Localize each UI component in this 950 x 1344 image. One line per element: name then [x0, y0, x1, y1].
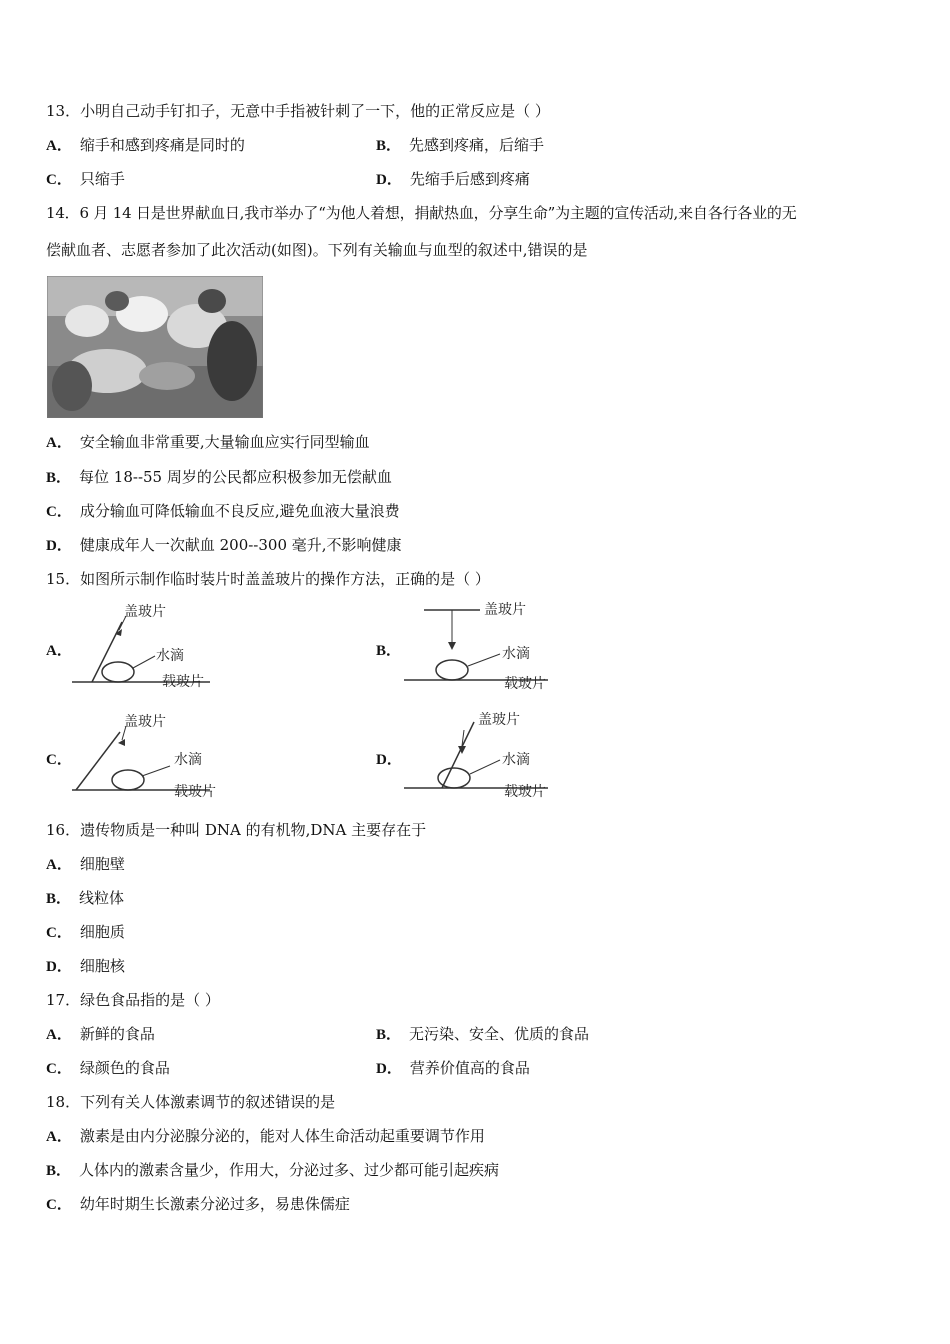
q16-option-d: D． 细胞核 [46, 957, 125, 975]
figure-option-c [70, 710, 270, 810]
q14-stem-line2: 偿献血者、志愿者参加了此次活动(如图)。下列有关输血与血型的叙述中,错误的是 [46, 241, 588, 259]
q14-option-c: C． 成分输血可降低输血不良反应,避免血液大量浪费 [46, 502, 400, 520]
q14-option-a: A． 安全输血非常重要,大量输血应实行同型输血 [46, 433, 370, 451]
svg-text:盖玻片: 盖玻片 [478, 712, 520, 728]
q17-option-d: D． 营养价值高的食品 [376, 1059, 530, 1077]
q13-stem: 13．小明自己动手钉扣子，无意中手指被针刺了一下，他的正常反应是（ ） [46, 102, 550, 120]
q17-option-c: C． 绿颜色的食品 [46, 1059, 170, 1077]
q18-option-b: B． 人体内的激素含量少，作用大，分泌过多、过少都可能引起疾病 [46, 1161, 500, 1179]
q16-option-c: C． 细胞质 [46, 923, 125, 941]
q15-option-d-label: D． [376, 752, 402, 768]
svg-text:载玻片: 载玻片 [504, 784, 546, 800]
svg-text:载玻片: 载玻片 [162, 674, 204, 690]
q18-option-a: A． 激素是由内分泌腺分泌的，能对人体生命活动起重要调节作用 [46, 1127, 485, 1145]
q16-option-a: A． 细胞壁 [46, 855, 125, 873]
q18-stem: 18．下列有关人体激素调节的叙述错误的是 [46, 1093, 336, 1111]
q14-option-b: B． 每位 18--55 周岁的公民都应积极参加无偿献血 [46, 468, 392, 486]
q17-stem: 17．绿色食品指的是（ ） [46, 991, 220, 1009]
svg-text:盖玻片: 盖玻片 [124, 714, 166, 730]
q15-option-a-label: A． [46, 643, 72, 659]
q13-option-d: D． 先缩手后感到疼痛 [376, 170, 530, 188]
q15-option-c-label: C． [46, 752, 72, 768]
figure-option-a [70, 600, 270, 700]
q16-option-b: B． 线粒体 [46, 889, 125, 907]
svg-text:载玻片: 载玻片 [174, 784, 216, 800]
figure-option-d [402, 706, 602, 806]
svg-text:水滴: 水滴 [174, 752, 202, 768]
q13-option-b: B． 先感到疼痛，后缩手 [376, 136, 545, 154]
svg-text:盖玻片: 盖玻片 [124, 604, 166, 620]
q15-stem: 15．如图所示制作临时装片时盖盖玻片的操作方法，正确的是（ ） [46, 570, 490, 588]
q17-option-a: A． 新鲜的食品 [46, 1025, 155, 1043]
q13-option-c: C． 只缩手 [46, 170, 125, 188]
q16-stem: 16．遗传物质是一种叫 DNA 的有机物,DNA 主要存在于 [46, 821, 427, 839]
q14-stem-line1: 14．6 月 14 日是世界献血日,我市举办了“为他人着想，捐献热血，分享生命”为主题的宣传活动,来自各行各业的无 [46, 204, 797, 222]
q13-option-a: A． 缩手和感到疼痛是同时的 [46, 136, 245, 154]
q14-option-d: D． 健康成年人一次献血 200--300 毫升,不影响健康 [46, 536, 402, 554]
svg-text:水滴: 水滴 [156, 648, 184, 664]
svg-text:水滴: 水滴 [502, 646, 530, 662]
blood-donation-photo [47, 276, 263, 418]
svg-text:载玻片: 载玻片 [504, 676, 546, 692]
figure-option-b [402, 598, 602, 698]
svg-text:水滴: 水滴 [502, 752, 530, 768]
q17-option-b: B． 无污染、安全、优质的食品 [376, 1025, 590, 1043]
q18-option-c: C． 幼年时期生长激素分泌过多，易患侏儒症 [46, 1195, 350, 1213]
svg-text:盖玻片: 盖玻片 [484, 602, 526, 618]
q15-option-b-label: B． [376, 643, 402, 659]
